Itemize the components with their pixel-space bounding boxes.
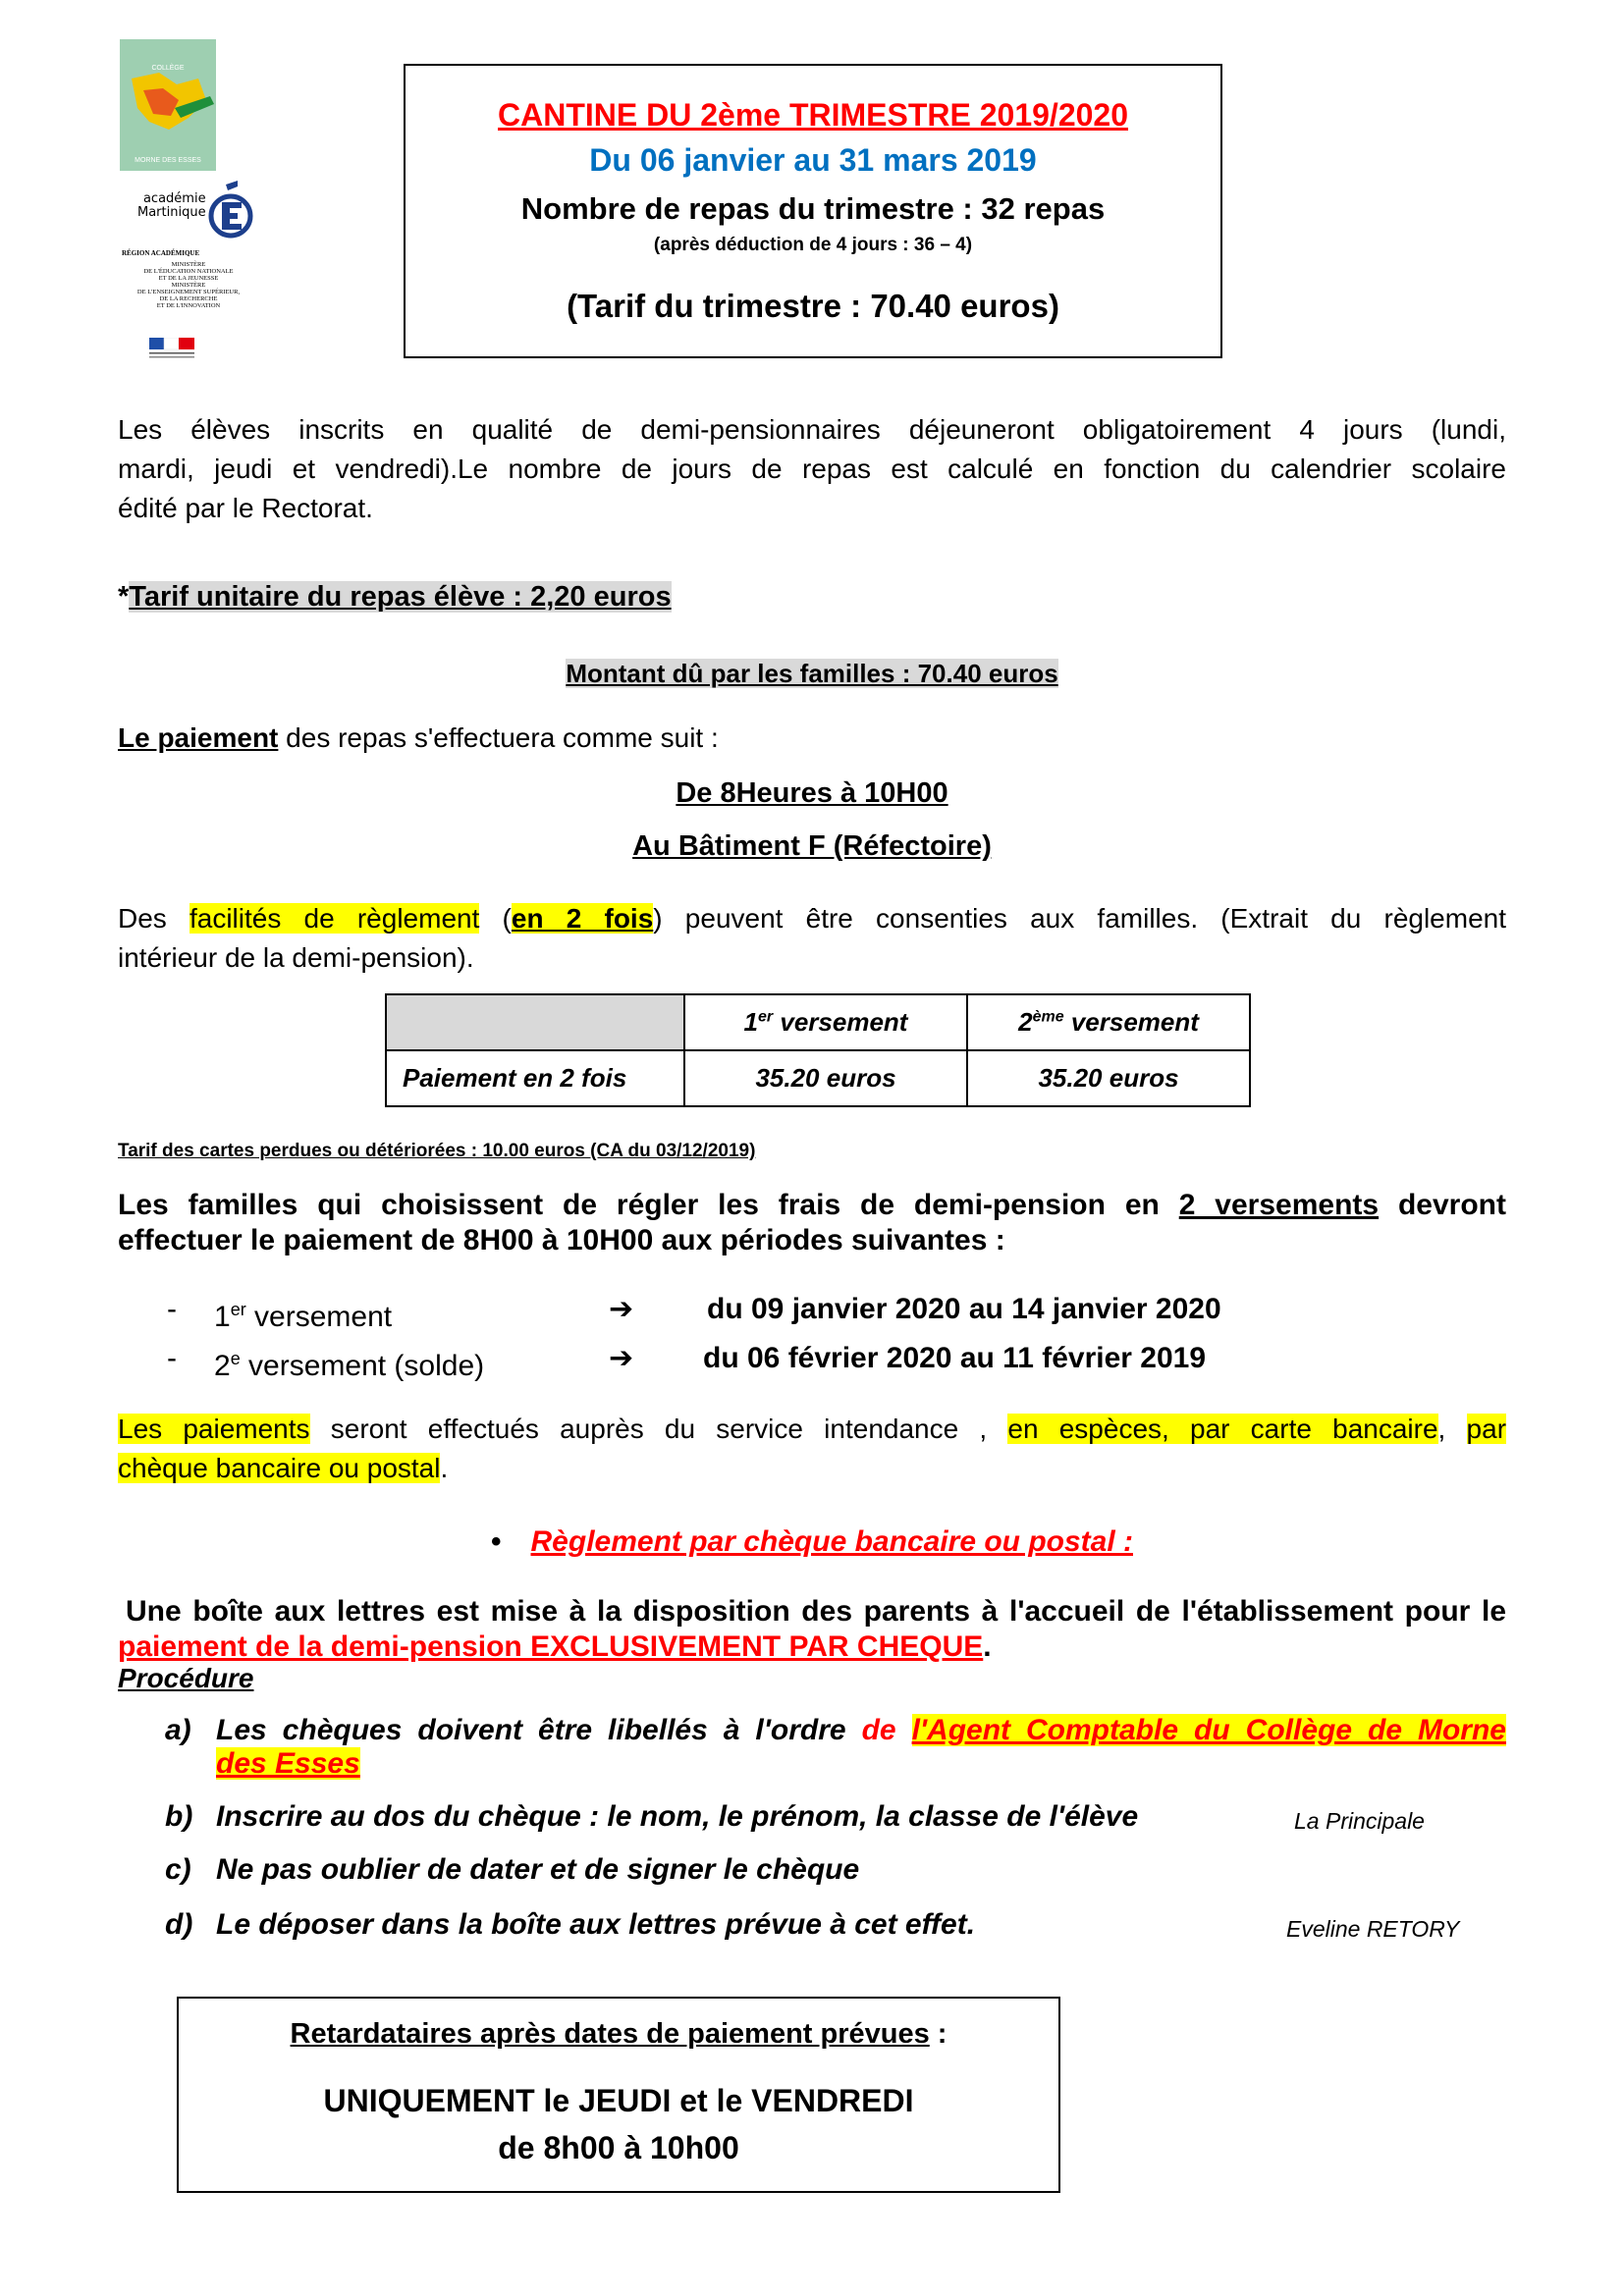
college-logo-bottom-text: MORNE DES ESSES <box>135 157 201 164</box>
intro-line: édité par le Rectorat. <box>118 493 373 523</box>
versement-table <box>385 993 1251 1107</box>
boite-paragraph <box>118 1594 1506 1665</box>
boite-line: Une boîte aux lettres est mise à la disposition des parents à l'accueil de l'établissement pour le <box>126 1595 1506 1628</box>
procedure-text: Ne pas oublier de dater et de signer le chèque <box>216 1853 860 1886</box>
montant-du <box>0 656 1624 691</box>
list-dash: - <box>167 1293 177 1325</box>
paiements-line: Les paiements seront effectués auprès du service intendance , en espèces, par carte bancaire, par <box>118 1414 1507 1444</box>
familles-paragraph <box>118 1188 1506 1258</box>
tarif-unitaire <box>118 577 672 616</box>
intro-line: mardi, jeudi et vendredi).Le nombre de jours de repas est calculé en fonction du calendrier scolaire <box>118 454 1506 484</box>
academie-e-icon <box>208 181 253 241</box>
versement-period: du 09 janvier 2020 au 14 janvier 2020 <box>707 1293 1221 1325</box>
facilites-text: Des <box>118 903 189 934</box>
header-box <box>404 64 1222 358</box>
deduction-note: (après déduction de 4 jours : 36 – 4) <box>653 235 973 255</box>
familles-line: effectuer le paiement de 8H00 à 10H00 aux périodes suivantes : <box>118 1224 1005 1256</box>
procedure-letter: c) <box>165 1853 191 1886</box>
versement-period: du 06 février 2020 au 11 février 2019 <box>703 1342 1207 1374</box>
montant-du-text: Montant dû par les familles : 70.40 euros <box>566 659 1058 688</box>
paiements-highlight: Les paiements <box>118 1414 310 1444</box>
paiement-horaire: De 8Heures à 10H00 <box>676 777 948 809</box>
facilites-text: ) peuvent être consenties aux familles. (Extrait du règlement <box>653 903 1507 934</box>
college-logo <box>120 39 216 171</box>
paiements-paragraph <box>118 1410 1506 1488</box>
table-header-row <box>386 994 1250 1050</box>
tarif-trimestre: (Tarif du trimestre : 70.40 euros) <box>567 288 1059 324</box>
versement-item <box>118 1339 1591 1382</box>
procedure-text: Le déposer dans la boîte aux lettres prévue à cet effet. <box>216 1908 976 1941</box>
facilites-line <box>118 899 1506 938</box>
college-logo-map-icon <box>120 39 216 171</box>
cartes-perdues: Tarif des cartes perdues ou détériorées : 10.00 euros (CA du 03/12/2019) <box>118 1141 756 1161</box>
procedure-text: Inscrire au dos du chèque : le nom, le prénom, la classe de l'élève <box>216 1800 1139 1833</box>
procedure-title: Procédure <box>118 1663 254 1693</box>
procedure-letter: d) <box>165 1908 193 1941</box>
table-cell: 35.20 euros <box>967 1050 1250 1106</box>
academie-text: académie Martinique <box>137 191 206 220</box>
agent-comptable: des Esses <box>216 1747 360 1780</box>
procedure-text <box>216 1747 1506 1781</box>
boite-exclusivement: paiement de la demi-pension EXCLUSIVEMENT PAR CHEQUE <box>118 1630 984 1663</box>
table-row <box>386 1050 1250 1106</box>
agent-comptable: l'Agent Comptable du Collège de Morne <box>911 1714 1506 1746</box>
signature-name: Eveline RETORY <box>1286 1916 1460 1942</box>
deux-versements: 2 versements <box>1178 1189 1380 1221</box>
intro-line: Les élèves inscrits en qualité de demi-pensionnaires déjeuneront obligatoirement 4 jours (lundi, <box>118 414 1506 445</box>
versement-label: 1er versement <box>214 1300 393 1333</box>
procedure-letter: b) <box>165 1800 193 1833</box>
tarif-unitaire-star: * <box>118 581 130 613</box>
ministeres-text: MINISTÈRE DE L'ÉDUCATION NATIONALE ET DE LA JEUNESSE MINISTÈRE DE L'ENSEIGNEMENT SUPÉRIEUR, DE LA RECHERCHE ET DE L'INNOVATION <box>136 261 241 309</box>
paiement-intro <box>118 719 719 758</box>
reglement-cheque-heading <box>0 1523 1624 1561</box>
nombre-repas: Nombre de repas du trimestre : 32 repas <box>520 191 1106 226</box>
facilites-text: ( <box>479 903 512 934</box>
paiement-lieu: Au Bâtiment F (Réfectoire) <box>632 830 992 862</box>
procedure-text: Les chèques doivent être libellés à l'ordre de l'Agent Comptable du Collège de Morne <box>216 1714 1506 1746</box>
retardataires-jours: UNIQUEMENT le JEUDI et le VENDREDI <box>323 2083 914 2118</box>
paiements-line: chèque bancaire ou postal. <box>118 1453 449 1483</box>
arrow-right-icon: ➔ <box>609 1342 634 1374</box>
familles-line: Les familles qui choisissent de régler les frais de demi-pension en 2 versements devront <box>118 1189 1506 1221</box>
signature-role: La Principale <box>1294 1808 1425 1834</box>
retardataires-horaire: de 8h00 à 10h00 <box>498 2130 739 2165</box>
academie-logo <box>120 181 257 367</box>
facilites-en-2-fois: en 2 fois <box>511 903 654 934</box>
list-dash: - <box>167 1342 177 1374</box>
facilites-line: intérieur de la demi-pension). <box>118 942 474 973</box>
procedure-item <box>165 1853 1245 1887</box>
retardataires-box <box>177 1997 1060 2193</box>
table-header-cell: 2ème versement <box>967 994 1250 1050</box>
table-row-label: Paiement en 2 fois <box>386 1050 684 1106</box>
paiements-modes: en espèces, par carte bancaire <box>1007 1414 1438 1444</box>
tarif-unitaire-text: Tarif unitaire du repas élève : 2,20 euros <box>129 581 672 613</box>
bullet-icon: • <box>491 1525 502 1558</box>
paiement-lead: Le paiement <box>118 722 279 753</box>
paiement-rest: des repas s'effectuera comme suit : <box>278 722 719 753</box>
republique-flag-icon <box>149 338 194 359</box>
paiements-highlight: par <box>1466 1414 1507 1444</box>
reglement-cheque-text: Règlement par chèque bancaire ou postal : <box>530 1525 1133 1558</box>
region-academique: RÉGION ACADÉMIQUE <box>122 249 200 257</box>
intro-paragraph <box>118 410 1506 528</box>
paiements-highlight: chèque bancaire ou postal <box>118 1453 441 1483</box>
versement-item <box>118 1290 1591 1333</box>
versement-label: 2e versement (solde) <box>214 1349 485 1382</box>
boite-line: paiement de la demi-pension EXCLUSIVEMENT PAR CHEQUE. <box>118 1630 992 1663</box>
table-header-empty <box>386 994 684 1050</box>
period-dates: Du 06 janvier au 31 mars 2019 <box>589 142 1037 178</box>
table-header-cell: 1er versement <box>684 994 967 1050</box>
procedure-item <box>165 1908 1245 1942</box>
retardataires-title: Retardataires après dates de paiement prévues : <box>290 2018 947 2050</box>
facilites-paragraph <box>118 899 1506 978</box>
page-title: CANTINE DU 2ème TRIMESTRE 2019/2020 <box>498 97 1128 133</box>
table-cell: 35.20 euros <box>684 1050 967 1106</box>
procedure-letter: a) <box>165 1714 191 1746</box>
arrow-right-icon: ➔ <box>609 1293 634 1325</box>
facilites-highlight: facilités de règlement <box>189 903 480 934</box>
procedure-item <box>165 1714 1506 1781</box>
college-logo-top-text: COLLÈGE <box>151 65 185 72</box>
procedure-item <box>165 1800 1245 1834</box>
